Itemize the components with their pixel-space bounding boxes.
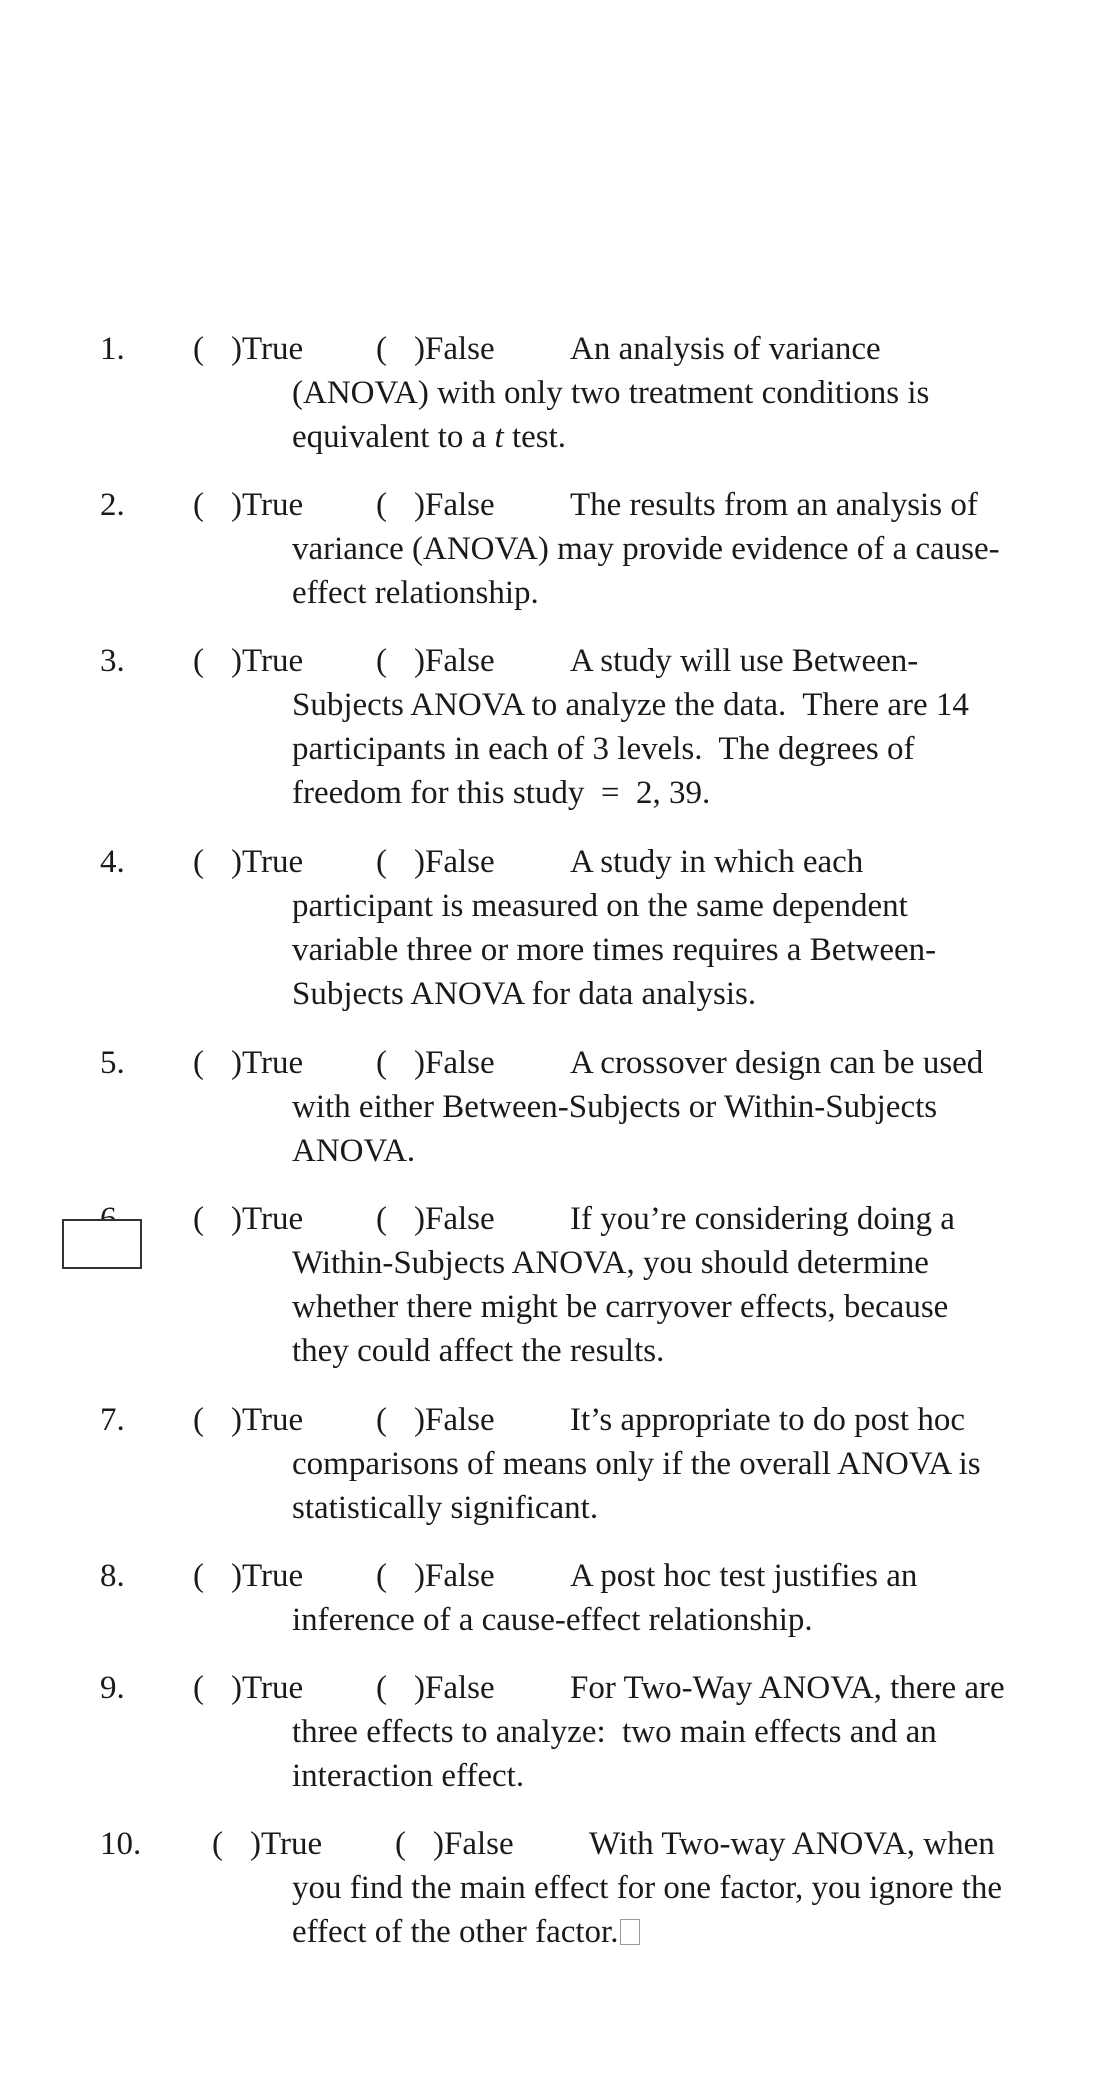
question-text: A study in which each participant is measured on the same dependent variable three or more times requires a Between-Subjects ANOVA for data analysis. xyxy=(292,844,937,1012)
true-option[interactable]: ( )True xyxy=(193,331,304,367)
false-option[interactable]: ( )False xyxy=(376,1670,495,1706)
question-number: 4. xyxy=(100,844,125,880)
question-number: 9. xyxy=(100,1670,125,1706)
question-number: 7. xyxy=(100,1402,125,1438)
true-option[interactable]: ( )True xyxy=(193,1402,304,1438)
false-option[interactable]: ( )False xyxy=(376,487,495,523)
true-option[interactable]: ( )True xyxy=(193,1670,304,1706)
question-number: 10. xyxy=(100,1826,142,1862)
true-option[interactable]: ( )True xyxy=(212,1826,323,1862)
true-option[interactable]: ( )True xyxy=(193,844,304,880)
question-number: 8. xyxy=(100,1558,125,1594)
question-number: 5. xyxy=(100,1045,125,1081)
question-text: An analysis of variance (ANOVA) with only two treatment conditions is equivalent to a t test. xyxy=(292,331,930,455)
false-option[interactable]: ( )False xyxy=(376,1558,495,1594)
false-option[interactable]: ( )False xyxy=(376,1201,495,1237)
true-option[interactable]: ( )True xyxy=(193,1045,304,1081)
false-option[interactable]: ( )False xyxy=(376,1402,495,1438)
question-text: A post hoc test justifies an inference of a cause-effect relationship. xyxy=(292,1558,918,1638)
false-option[interactable]: ( )False xyxy=(376,643,495,679)
false-option[interactable]: ( )False xyxy=(376,844,495,880)
question-number: 3. xyxy=(100,643,125,679)
question-text: With Two-way ANOVA, when you find the main effect for one factor, you ignore the effect of the other factor. xyxy=(292,1826,1003,1950)
question-text: A crossover design can be used with either Between-Subjects or Within-Subjects ANOVA. xyxy=(292,1045,984,1169)
placeholder-box-icon xyxy=(620,1919,640,1945)
false-option[interactable]: ( )False xyxy=(376,331,495,367)
overlay-box xyxy=(62,1219,142,1269)
question-text: It’s appropriate to do post hoc comparisons of means only if the overall ANOVA is statistically significant. xyxy=(292,1402,981,1526)
question-text: If you’re considering doing a Within-Subjects ANOVA, you should determine whether there might be carryover effects, because they could affect the results. xyxy=(292,1201,955,1369)
question-number: 2. xyxy=(100,487,125,523)
false-option[interactable]: ( )False xyxy=(395,1826,514,1862)
question-text: The results from an analysis of variance (ANOVA) may provide evidence of a cause-effect relationship. xyxy=(292,487,1000,611)
question-text: A study will use Between-Subjects ANOVA to analyze the data. There are 14 participants in each of 3 levels. The degrees of freedom for this study = 2, 39. xyxy=(292,643,978,811)
question-text: For Two-Way ANOVA, there are three effects to analyze: two main effects and an interaction effect. xyxy=(292,1670,1013,1794)
false-option[interactable]: ( )False xyxy=(376,1045,495,1081)
question-number: 1. xyxy=(100,331,125,367)
true-option[interactable]: ( )True xyxy=(193,643,304,679)
true-option[interactable]: ( )True xyxy=(193,1558,304,1594)
true-option[interactable]: ( )True xyxy=(193,1201,304,1237)
true-option[interactable]: ( )True xyxy=(193,487,304,523)
